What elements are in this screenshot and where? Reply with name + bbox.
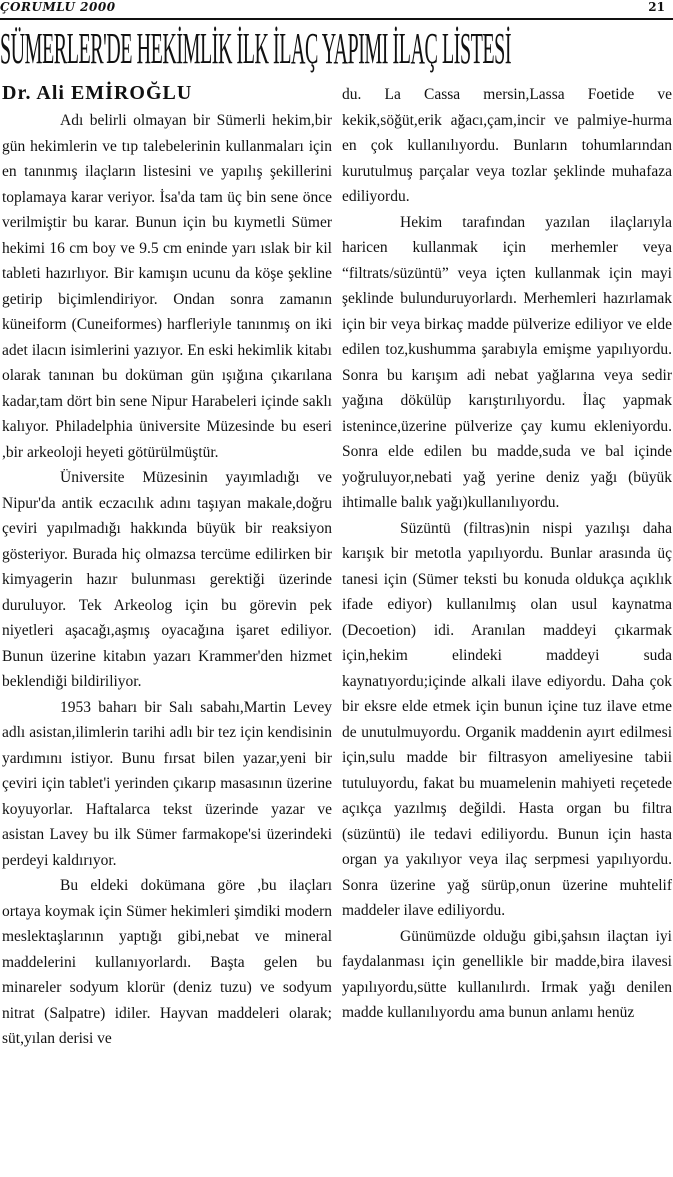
paragraph: Süzüntü (filtras)nin nispi yazılışı daha karışık bir metotla yapılıyordu. Bunlar arasında üç tanesi için (Sümer teksti bu konuda oldukça açıklık ifade ediyor) kullanılmış olan usul kaynatma (Decoetion) idi. Aranılan maddeyi çıkarmak için,hekim elindeki maddeyi suda kaynatıyordu;içinde alkali ilave ediyordu. Daha çok bir eksre elde etmek için bunun içine tuz ilave etme de unutulmuyordu. Organik maddenin ayırt edilmesi için,sulu madde bir filtrasyon ameliyesine tabii tutuluyordu, fakat bu muamelenin mahiyeti reçetede açıkça yazılmış değildi. Hasta organ bu filtra (süzüntü) ile tedavi ediliyordu. Bunun için hasta organ ya yakılıyor veya ilaç serpmesi yapılıyordu. Sonra üzerine yağ sürüp,onun üzerine muhtelif maddeler ilave ediliyordu. (342, 519, 672, 919)
paragraph-continuation: du. La Cassa mersin,Lassa Foetide ve kekik,söğüt,erik ağacı,çam,incir ve palmiye-hurma en çok kullanılıyordu. Bunların tohumlarından kurutulmuş parçalar veya tozlar şeklinde muhafaza ediliyordu. (342, 86, 672, 205)
paragraph: 1953 baharı bir Salı sabahı,Martin Levey adlı asistan,ilimlerin tarihi adlı bir tez için kendisinin yardımını istiyor. Bunu fırsat bilen yazar,yeni bir çeviri için tablet'i yerinden çıkarıp masasının üzerine koyuyorlar. Haftalarca tekst üzerinde yazar ve asistan Lavey bu ilk Sümer farmakope'si üzerindeki perdeyi kaldırıyor. (2, 698, 332, 869)
magazine-name: ÇORUMLU 2000 (0, 0, 116, 14)
left-column (2, 108, 332, 1052)
author-name: Dr. Ali EMİROĞLU (2, 82, 193, 104)
paragraph: Adı belirli olmayan bir Sümerli hekim,bir gün hekimlerin ve tıp talebelerinin kullanmaları için en tanınmış ilaçların listesini ve yapılış şekillerini toplamaya karar veriyor. İsa'da tam üç bin sene önce verilmiştir bu karar. Bunun için bu kıymetli Sümer hekimi 16 cm boy ve 9.5 cm eninde yarı ıslak bir kil tableti hazırlıyor. Bir kamışın ucunu da köşe şekline getirip biçimlendiriyor. Ondan sonra zamanın küneiform (Cuneiformes) harfleriyle tanınmış on iki adet ilacın isimlerini yazıyor. En eski hekimlik kitabı olarak tanınan bu doküman gün ışığına çıkarılana kadar,tam dört bin sene Nipur Harabeleri içinde saklı kalıyor. Philadelphia üniversite Müzesinde bu eseri ,bir arkeoloji heyeti götürülmüştür. (2, 112, 332, 461)
page-number: 21 (648, 0, 665, 14)
page-header (0, 0, 673, 20)
article-title-text: SÜMERLER'DE HEKİMLİK İLK İLAÇ YAPIMI İLAÇ LİSTESİ (0, 24, 512, 73)
paragraph: Hekim tarafından yazılan ilaçlarıyla haricen kullanmak için merhemler veya “filtrats/süzüntü” veya içten kullanmak için mayi şeklinde bulunduruyorlardı. Merhemleri hazırlamak için bir veya birkaç madde pülverize ediliyor ve elde edilen toz,kushumma şarabıyla emişme yapılıyordu. Sonra bu karışım adi nebat yağlarına veya sedir yağına dökülüp karıştırılıyordu. İlaç yapmak istenince,üzerine pülverize çay kumu ekleniyordu. Sonra elde edilen bu madde,suda ve bal içinde yoğruluyor,nebati yağ yerine deniz yağı (büyük ihtimalle balık yağı)kullanılıyordu. (342, 213, 672, 511)
header-rule (0, 18, 673, 20)
right-column (342, 82, 672, 1026)
article-title (0, 23, 673, 75)
paragraph: Bu eldeki dokümana göre ,bu ilaçları ortaya koymak için Sümer hekimleri şimdiki modern meslektaşlarının yaptığı gibi,nebat ve mineral maddelerini kullanıyorlardı. Başta gelen bu minareler sodyum klorür (deniz tuzu) ve sodyum nitrat (Salpatre) idiler. Hayvan maddeleri olarak; süt,yılan derisi ve (2, 877, 332, 1047)
paragraph: Üniversite Müzesinin yayımladığı ve Nipur'da antik eczacılık adını taşıyan makale,doğru çeviri yapılmadığı hakkında büyük bir reaksiyon gösteriyor. Burada hiç olmazsa tercüme edilirken bir kimyagerin hazır bulunması gerektiği üzerinde duruluyor. Tek Arkeolog için bu görevin pek niyetleri aşacağı,aşmış oyacağına işaret ediliyor. Bunun üzerine kitabın yazarı Krammer'den hizmet beklendiği bildiriliyor. (2, 469, 332, 690)
paragraph: Günümüzde olduğu gibi,şahsın ilaçtan iyi faydalanması için genellikle bir madde,bira ilavesi yapılıyordu,sütte kullanılırdı. Irmak yağı denilen madde kullanılıyordu ama bunun anlamı henüz (342, 927, 672, 1021)
